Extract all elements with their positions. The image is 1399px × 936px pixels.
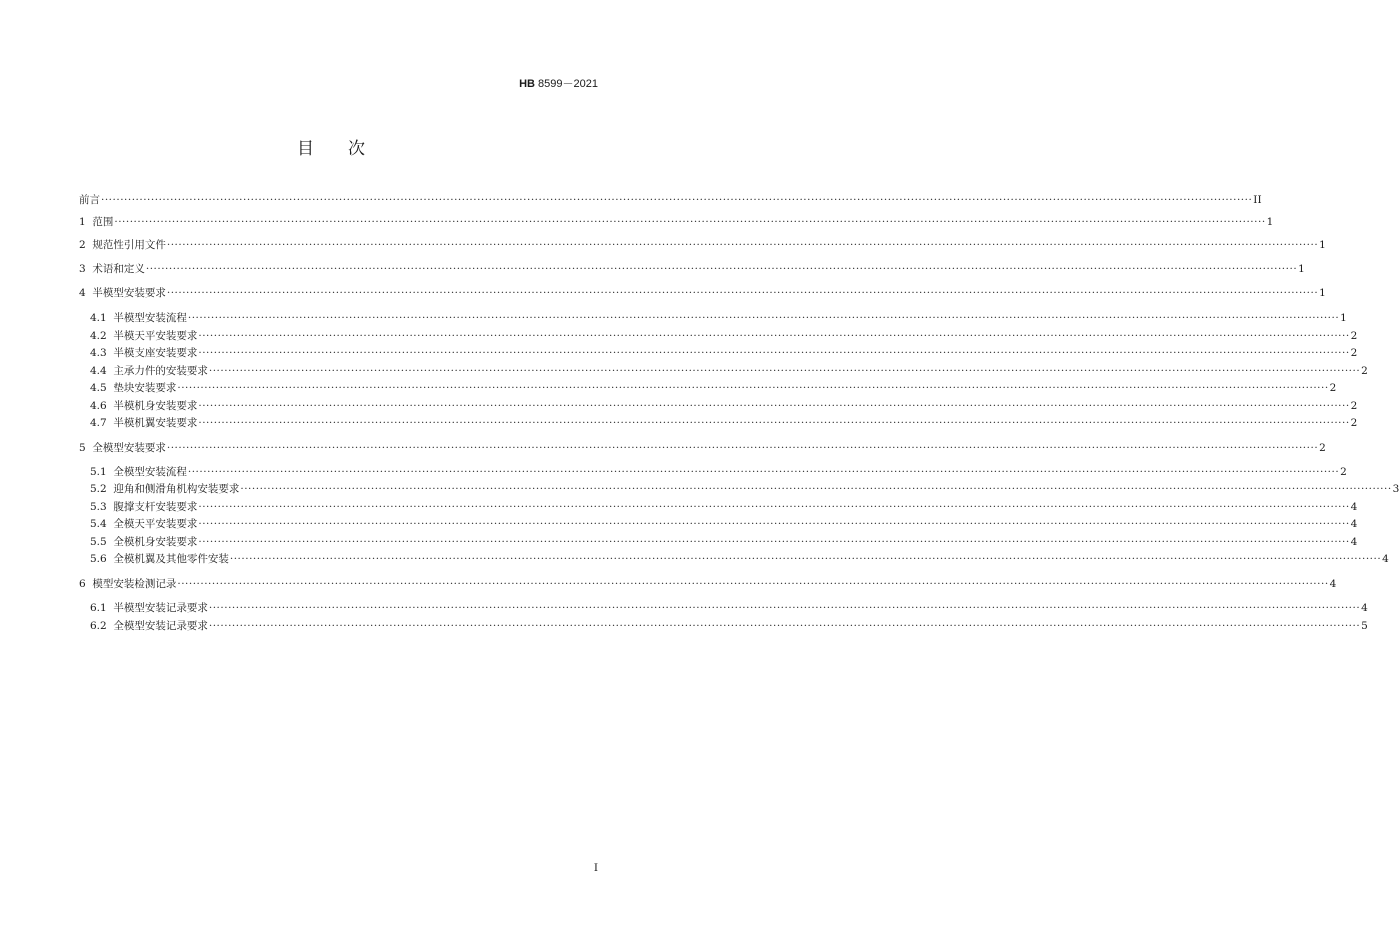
toc-entry[interactable] bbox=[90, 535, 1358, 549]
toc-entry-number: 5.2 bbox=[90, 483, 114, 495]
toc-entry-label: 半模机身安装要求 bbox=[113, 400, 198, 412]
toc-entry-label: 前言 bbox=[79, 194, 100, 206]
toc-entry-number: 5.1 bbox=[90, 466, 114, 478]
toc-entry-number: 5.4 bbox=[90, 518, 114, 530]
toc-leader-dots: ············································································································································································································································································································ bbox=[177, 382, 1329, 394]
toc-entry-page: 2 bbox=[1361, 365, 1368, 377]
toc-entry[interactable] bbox=[90, 399, 1358, 413]
toc-entry-label: 垫块安装要求 bbox=[113, 382, 177, 394]
toc-entry-page: 2 bbox=[1350, 330, 1358, 342]
toc-leader-dots: ············································································································································································································································································································ bbox=[198, 347, 1350, 359]
toc-entry-number: 1 bbox=[79, 216, 93, 228]
toc-entry-label: 全模机身安装要求 bbox=[113, 536, 198, 548]
toc-leader-dots: ············································································································································································································································································································ bbox=[177, 578, 1329, 590]
toc-leader-dots: ············································································································································································································································································································ bbox=[240, 483, 1392, 495]
toc-entry-label: 全模天平安装要求 bbox=[113, 518, 198, 530]
toc-leader-dots: ············································································································································································································································································································ bbox=[145, 263, 1298, 275]
toc-entry[interactable] bbox=[79, 286, 1326, 300]
toc-entry-number: 5 bbox=[79, 442, 93, 454]
toc-entry-number: 4.3 bbox=[90, 347, 114, 359]
toc-entry-page: 2 bbox=[1329, 382, 1337, 394]
toc-entry-number: 5.5 bbox=[90, 536, 114, 548]
toc-entry-page: 5 bbox=[1361, 620, 1368, 632]
toc-entry-page: 1 bbox=[1319, 239, 1326, 251]
toc-leader-dots: ············································································································································································································································································································ bbox=[198, 330, 1350, 342]
toc-entry-label: 迎角和侧滑角机构安装要求 bbox=[113, 483, 240, 495]
toc-entry-label: 半模型安装要求 bbox=[92, 287, 166, 299]
toc-entry-number: 5.6 bbox=[90, 553, 114, 565]
toc-entry[interactable] bbox=[90, 346, 1358, 360]
toc-entry-number: 4 bbox=[79, 287, 93, 299]
toc-entry-page: 1 bbox=[1298, 263, 1305, 275]
toc-entry-page: 1 bbox=[1319, 287, 1326, 299]
toc-leader-dots: ············································································································································································································································································································ bbox=[166, 442, 1319, 454]
toc-entry-label: 半模型安装流程 bbox=[113, 312, 187, 324]
toc-entry-number: 6.2 bbox=[90, 620, 114, 632]
toc-entry-page: 2 bbox=[1340, 466, 1347, 478]
toc-entry[interactable] bbox=[90, 601, 1368, 615]
toc-entry-label: 半模天平安装要求 bbox=[113, 330, 198, 342]
toc-entry[interactable] bbox=[79, 577, 1337, 591]
toc-entry-label: 半模型安装记录要求 bbox=[113, 602, 208, 614]
document-code-prefix: HB bbox=[519, 78, 535, 90]
toc-leader-dots: ············································································································································································································································································································ bbox=[166, 287, 1319, 299]
toc-entry[interactable] bbox=[79, 193, 1262, 207]
toc-entry-number: 4.6 bbox=[90, 400, 114, 412]
toc-leader-dots: ············································································································································································································································································································ bbox=[198, 400, 1350, 412]
toc-leader-dots: ············································································································································································································································································································ bbox=[114, 216, 1266, 228]
toc-entry-number: 5.3 bbox=[90, 501, 114, 513]
toc-entry-page: II bbox=[1253, 194, 1262, 206]
page-number: I bbox=[593, 862, 598, 874]
toc-leader-dots: ············································································································································································································································································································ bbox=[208, 365, 1361, 377]
toc-entry-label: 腹撑支杆安装要求 bbox=[113, 501, 198, 513]
toc-leader-dots: ············································································································································································································································································································ bbox=[187, 312, 1340, 324]
toc-entry-label: 规范性引用文件 bbox=[92, 239, 166, 251]
toc-leader-dots: ············································································································································································································································································································ bbox=[198, 417, 1350, 429]
toc-leader-dots: ············································································································································································································································································································ bbox=[198, 518, 1350, 530]
toc-entry[interactable] bbox=[79, 215, 1274, 229]
toc-entry-label: 全模型安装记录要求 bbox=[113, 620, 208, 632]
toc-entry-label: 全模机翼及其他零件安装 bbox=[113, 553, 229, 565]
toc-entry-number: 2 bbox=[79, 239, 93, 251]
toc-leader-dots: ············································································································································································································································································································ bbox=[166, 239, 1319, 251]
toc-entry-page: 1 bbox=[1340, 312, 1347, 324]
toc-entry-number: 6 bbox=[79, 578, 93, 590]
toc-leader-dots: ············································································································································································································································································································ bbox=[101, 194, 1253, 206]
toc-entry-number: 4.4 bbox=[90, 365, 114, 377]
toc-leader-dots: ············································································································································································································································································································ bbox=[198, 501, 1350, 513]
toc-leader-dots: ············································································································································································································································································································ bbox=[229, 553, 1382, 565]
toc-entry-label: 范围 bbox=[92, 216, 114, 228]
toc-entry-number: 4.2 bbox=[90, 330, 114, 342]
toc-entry[interactable] bbox=[90, 482, 1399, 496]
toc-leader-dots: ············································································································································································································································································································ bbox=[198, 536, 1350, 548]
toc-entry-page: 2 bbox=[1350, 347, 1358, 359]
toc-leader-dots: ············································································································································································································································································································ bbox=[208, 620, 1361, 632]
toc-entry-page: 4 bbox=[1361, 602, 1368, 614]
toc-entry-page: 2 bbox=[1319, 442, 1326, 454]
toc-entry[interactable] bbox=[90, 416, 1358, 430]
toc-leader-dots: ············································································································································································································································································································ bbox=[208, 602, 1361, 614]
toc-entry-page: 4 bbox=[1350, 536, 1358, 548]
toc-entry-page: 4 bbox=[1382, 553, 1389, 565]
toc-entry-page: 1 bbox=[1266, 216, 1274, 228]
toc-entry[interactable] bbox=[90, 364, 1368, 378]
toc-entry-page: 2 bbox=[1350, 400, 1358, 412]
toc-entry-number: 4.5 bbox=[90, 382, 114, 394]
toc-entry-label: 全模型安装要求 bbox=[92, 442, 166, 454]
toc-entry-number: 4.1 bbox=[90, 312, 114, 324]
toc-entry[interactable] bbox=[79, 262, 1305, 276]
toc-entry-label: 半模支座安装要求 bbox=[113, 347, 198, 359]
toc-entry-label: 半模机翼安装要求 bbox=[113, 417, 198, 429]
toc-entry[interactable] bbox=[90, 381, 1337, 395]
toc-entry-page: 3 bbox=[1392, 483, 1399, 495]
toc-entry[interactable] bbox=[90, 311, 1347, 325]
toc-entry-label: 全模型安装流程 bbox=[113, 466, 187, 478]
toc-entry-label: 主承力件的安装要求 bbox=[113, 365, 208, 377]
toc-entry-number: 4.7 bbox=[90, 417, 114, 429]
toc-entry[interactable] bbox=[79, 441, 1326, 455]
toc-entry-page: 4 bbox=[1350, 501, 1358, 513]
toc-entry[interactable] bbox=[79, 238, 1326, 252]
toc-entry[interactable] bbox=[90, 329, 1358, 343]
toc-entry-number: 3 bbox=[79, 263, 93, 275]
toc-entry-page: 4 bbox=[1329, 578, 1337, 590]
page-title: 目次 bbox=[297, 139, 399, 159]
toc-entry[interactable] bbox=[90, 619, 1368, 633]
toc-entry-number: 6.1 bbox=[90, 602, 114, 614]
toc-entry[interactable] bbox=[90, 552, 1389, 566]
toc-entry-page: 2 bbox=[1350, 417, 1358, 429]
toc-leader-dots: ············································································································································································································································································································ bbox=[187, 466, 1340, 478]
document-code-number: 8599－2021 bbox=[535, 78, 598, 90]
toc-entry-label: 术语和定义 bbox=[92, 263, 145, 275]
toc-entry[interactable] bbox=[90, 465, 1347, 479]
toc-entry-page: 4 bbox=[1350, 518, 1358, 530]
toc-entry-label: 模型安装检测记录 bbox=[92, 578, 177, 590]
toc-entry[interactable] bbox=[90, 517, 1358, 531]
toc-entry[interactable] bbox=[90, 500, 1358, 514]
